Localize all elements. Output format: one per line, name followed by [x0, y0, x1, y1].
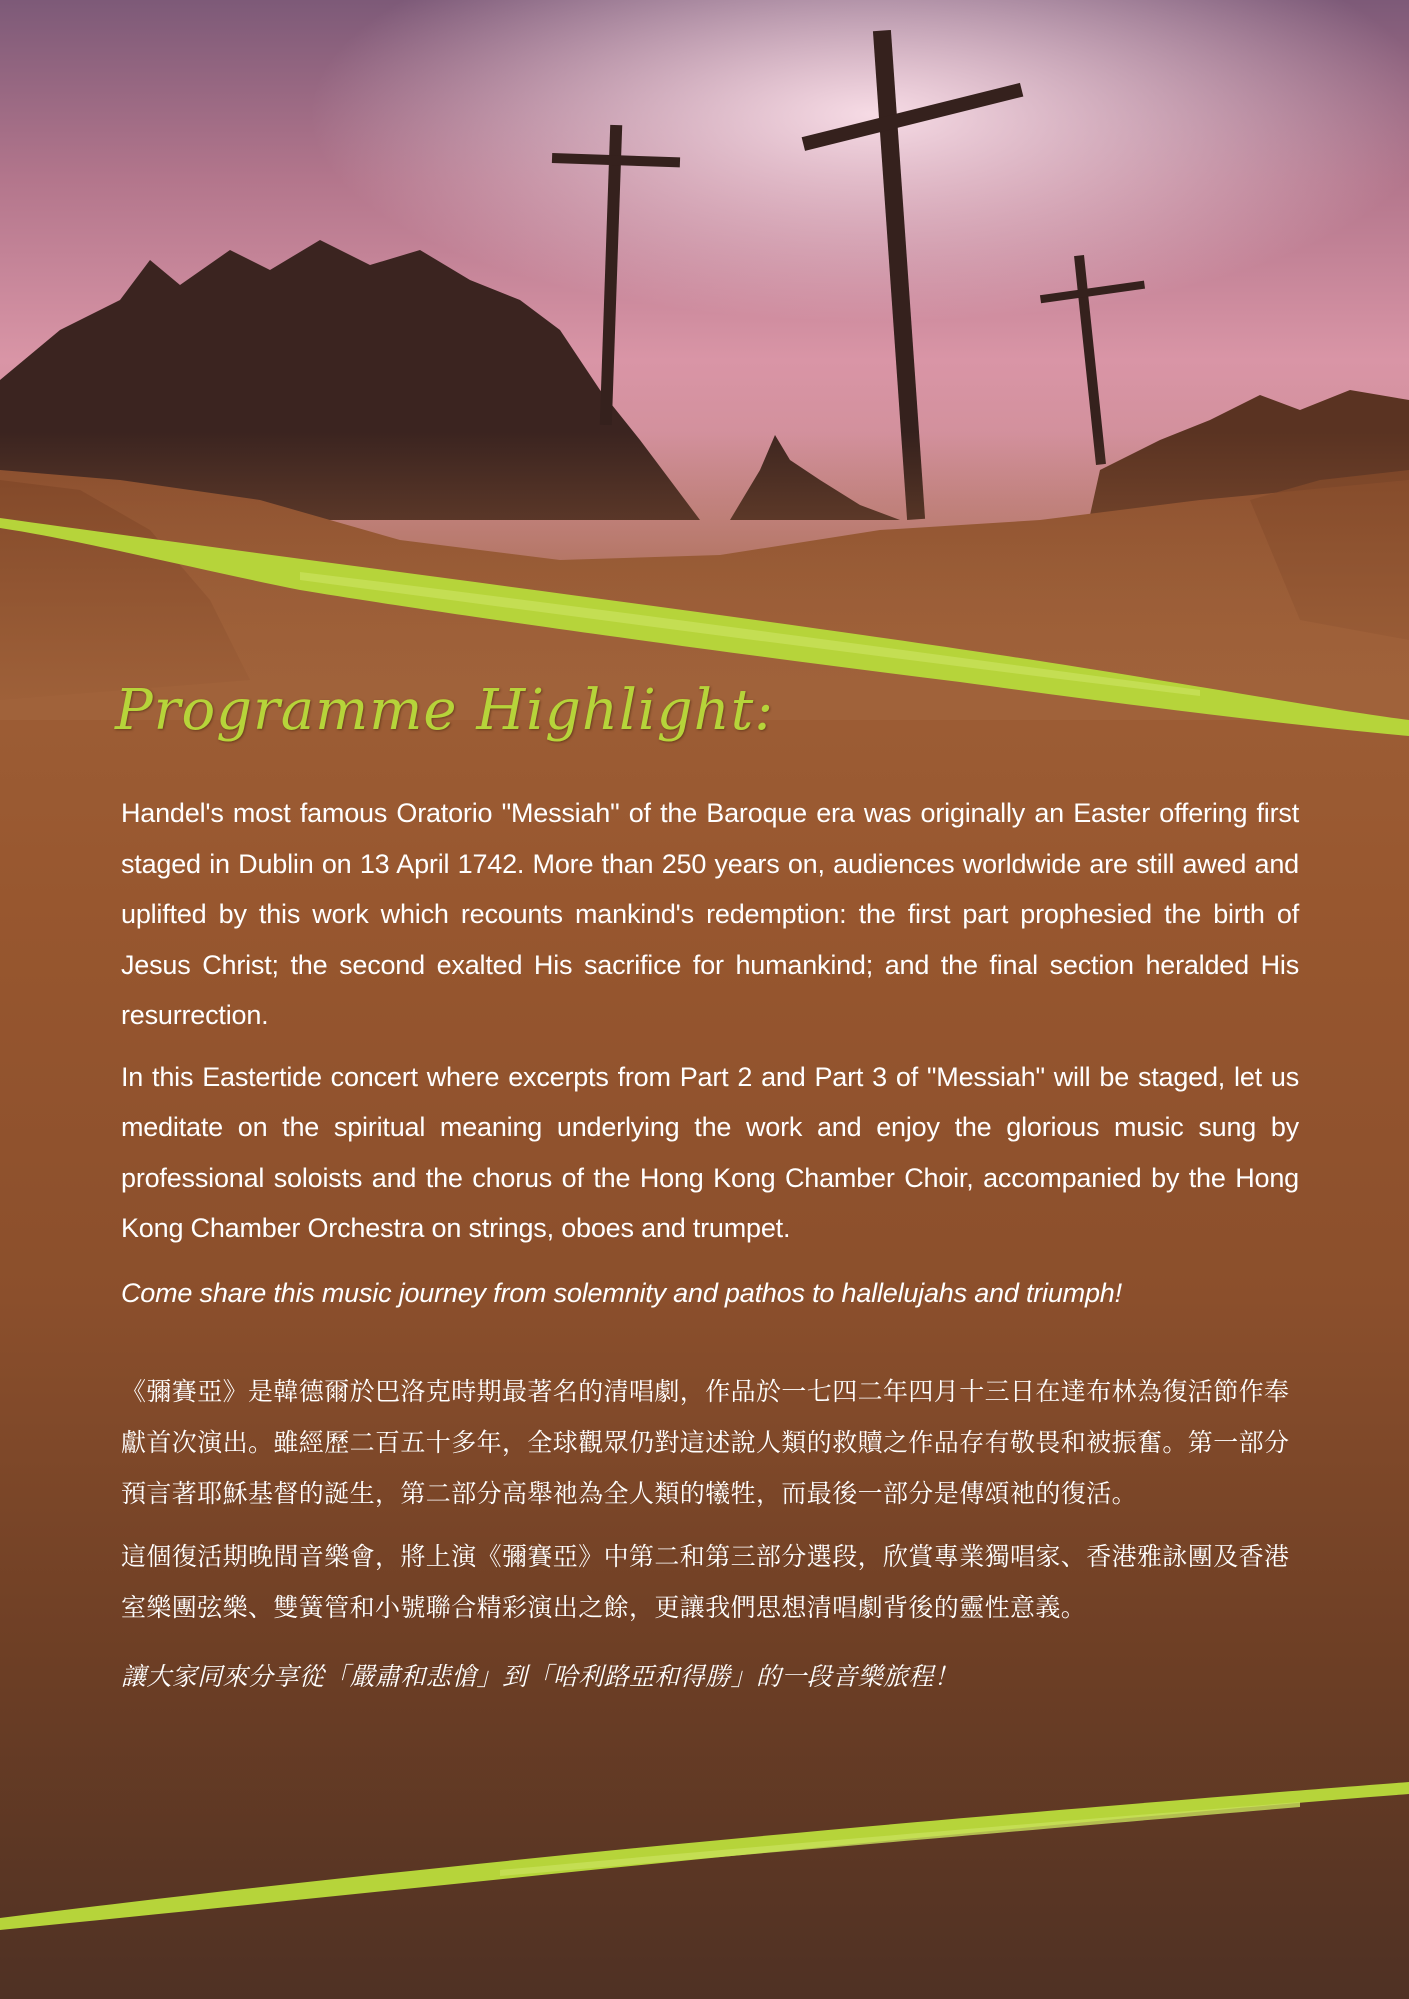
green-brush-stroke-bottom — [0, 1770, 1409, 1930]
english-tagline: Come share this music journey from solemnity and pathos to hallelujahs and triumph! — [121, 1277, 1122, 1308]
programme-description — [121, 788, 1299, 1714]
chinese-paragraph-1: 《彌賽亞》是韓德爾於巴洛克時期最著名的清唱劇，作品於一七四二年四月十三日在達布林為復活節作奉獻首次演出。雖經歷二百五十多年，全球觀眾仍對這述說人類的救贖之作品存有敬畏和被振奮。第一部分預言著耶穌基督的誕生，第二部分高舉祂為全人類的犧牲，而最後一部分是傳頌祂的復活。 — [121, 1377, 1290, 1508]
english-paragraph-2: In this Eastertide concert where excerpts from Part 2 and Part 3 of "Messiah" will be staged, let us meditate on the spiritual meaning underlying the work and enjoy the glorious music sung by professional soloists and the chorus of the Hong Kong Chamber Choir, accompanied by the Hong Kong Chamber Orchestra on strings, oboes and trumpet. — [121, 1061, 1299, 1243]
english-paragraph-1: Handel's most famous Oratorio "Messiah" of the Baroque era was originally an Easter offering first staged in Dublin on 13 April 1742. More than 250 years on, audiences worldwide are still awed and uplifted by this work which recounts mankind's redemption: the first part prophesied the birth of Jesus Christ; the second exalted His sacrifice for humankind; and the final section heralded His resurrection. — [121, 798, 1299, 1030]
chinese-tagline: 讓大家同來分享從「嚴肅和悲愴」到「哈利路亞和得勝」的一段音樂旅程！ — [121, 1662, 960, 1691]
chinese-paragraph-2: 這個復活期晚間音樂會，將上演《彌賽亞》中第二和第三部分選段，欣賞專業獨唱家、香港雅詠團及香港室樂團弦樂、雙簧管和小號聯合精彩演出之餘，更讓我們思想清唱劇背後的靈性意義。 — [121, 1542, 1290, 1622]
programme-highlight-heading: Programme Highlight: — [115, 678, 775, 743]
chinese-section — [121, 1366, 1299, 1702]
english-section — [121, 788, 1299, 1318]
